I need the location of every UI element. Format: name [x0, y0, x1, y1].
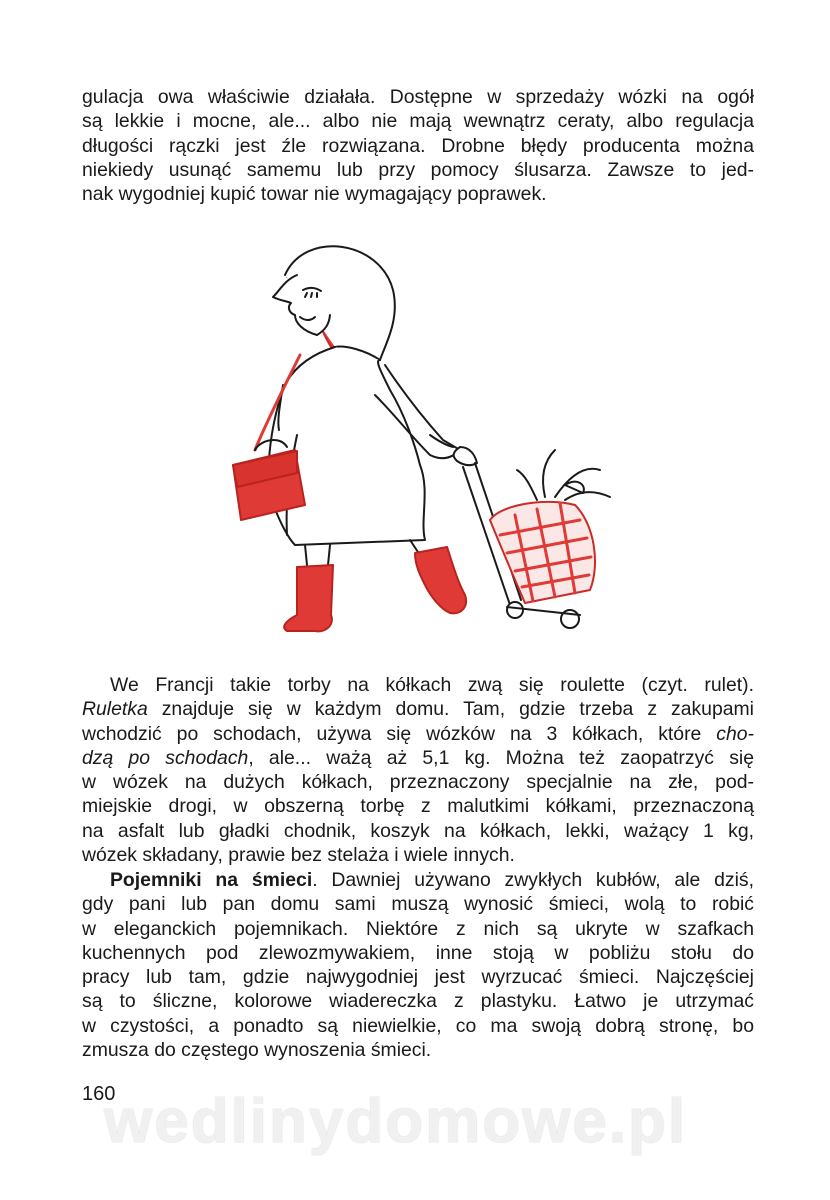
text-line: gulacja owa właściwie działała. Dostępne w sprzedaży wózki na ogół [82, 86, 754, 108]
italic-term: dzą po schodach [82, 746, 249, 769]
text-run: znajduje się w każdym domu. Tam, gdzie trzeba z zakupami [147, 698, 754, 721]
italic-term: Ruletka [82, 698, 148, 721]
watermark: wedlinydomowe.pl [104, 1087, 688, 1156]
text-line: We Francji takie torby na kółkach zwą się roulette (czyt. rulet). [110, 674, 754, 696]
page-number: 160 [82, 1083, 116, 1105]
text-line: w czystości, a ponadto są niewielkie, co ma swoją dobrą stronę, bo [82, 1014, 754, 1037]
text-line: zmusza do częstego wynoszenia śmieci. [82, 1039, 432, 1062]
text-line: gdy pani lub pan domu sami muszą wynosić śmieci, wolą to robić [82, 893, 754, 916]
text-run: wchodzić po schodach, używa się wózków na 3 kółkach, które [82, 722, 717, 745]
text-line: są lekkie i mocne, ale... albo nie mają wewnątrz ceraty, albo regulacja [82, 110, 754, 133]
text-line: wózek składany, prawie bez stelaża i wiele innych. [82, 844, 515, 867]
text-line [82, 697, 754, 721]
text-line: na asfalt lub gładki chodnik, koszyk na kółkach, lekki, ważący 1 kg, [82, 819, 754, 842]
section-heading: Pojemniki na śmieci [110, 869, 313, 891]
text-run: . Dawniej używano zwykłych kubłów, ale dziś, [312, 869, 754, 891]
text-line: miejskie drogi, w obszerną torbę z malutkimi kółkami, przeznaczoną [82, 795, 754, 818]
text-line [82, 746, 754, 770]
text-line [82, 868, 754, 892]
text-line: pracy lub tam, gdzie najwygodniej jest wyrzucać śmieci. Najczęściej [82, 966, 754, 989]
text-line: są to śliczne, kolorowe wiadereczka z plastyku. Łatwo je utrzymać [82, 990, 754, 1013]
text-line: kuchennych pod zlewozmywakiem, inne stoją w pobliżu stołu do [82, 941, 754, 964]
paragraph-3 [82, 868, 754, 1062]
text-line: długości rączki jest źle rozwiązana. Drobne błędy producenta można [82, 134, 754, 157]
text-line: w wózek na dużych kółkach, przeznaczony specjalnie na złe, pod- [82, 771, 754, 794]
text-line [82, 722, 754, 746]
paragraph-2 [82, 673, 754, 867]
text-line: w eleganckich pojemnikach. Niektóre z nich są ukryte w szafkach [82, 917, 754, 940]
woman-with-shopping-cart-illustration [225, 235, 625, 645]
text-line: niekiedy usunąć samemu lub przy pomocy ślusarza. Zawsze to jed- [82, 158, 754, 181]
text-line: nak wygodniej kupić towar nie wymagający poprawek. [82, 183, 547, 206]
text-run: , ale... ważą aż 5,1 kg. Można też zaopatrzyć się [248, 746, 754, 769]
paragraph-1 [82, 85, 754, 206]
italic-term: cho- [716, 722, 754, 745]
